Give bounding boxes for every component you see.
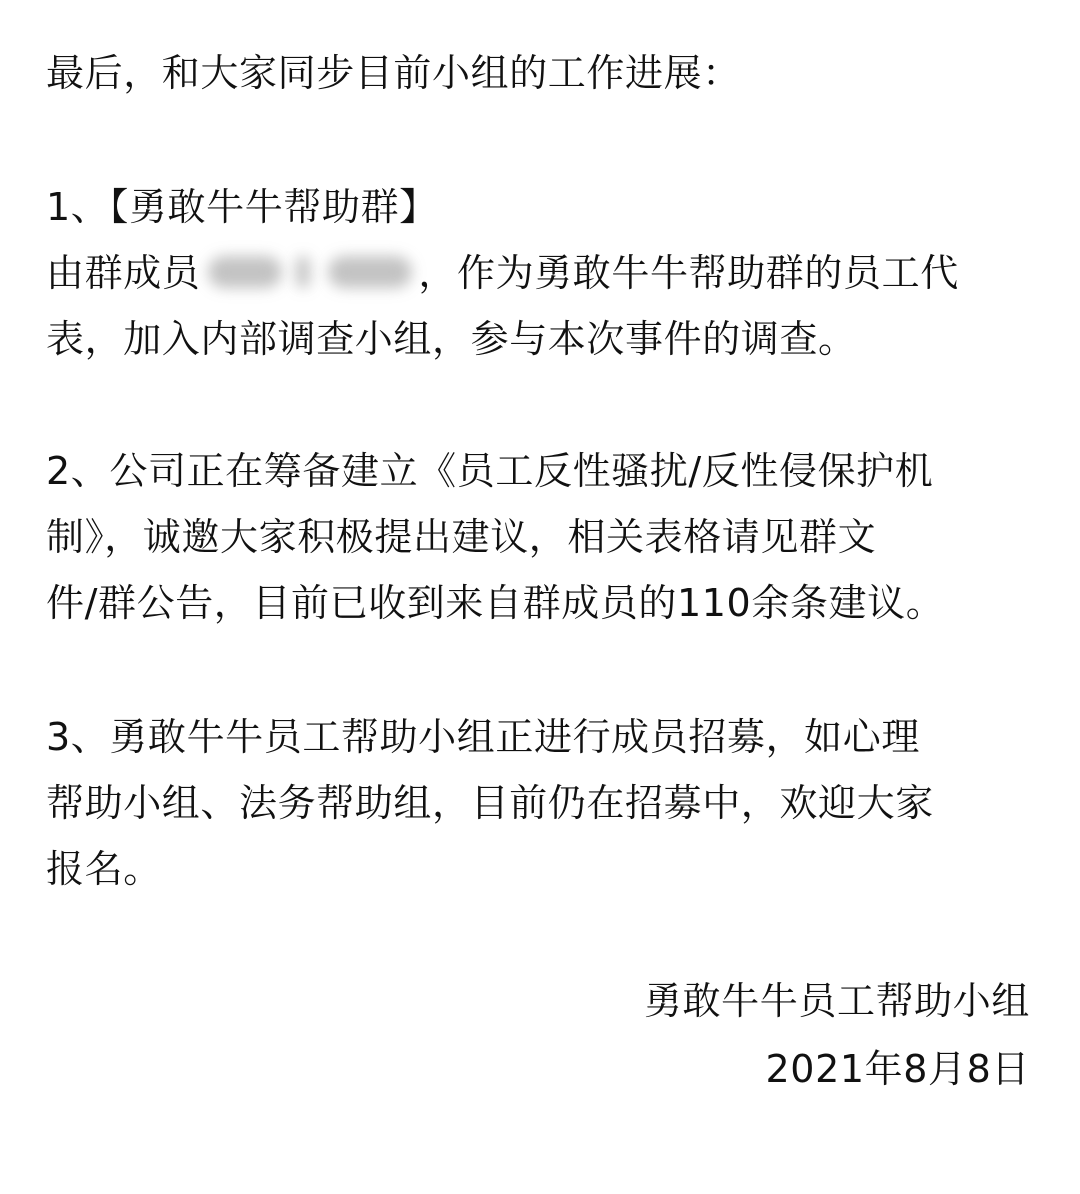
item1-heading: 1、【勇敢牛牛帮助群】 <box>46 185 438 229</box>
item3-line3: 报名。 <box>46 847 162 891</box>
redacted-names-blur <box>202 252 416 292</box>
intro-text: 最后，和大家同步目前小组的工作进展： <box>46 51 741 95</box>
item1-line1-prefix: 由群成员 <box>46 251 201 295</box>
item2-line1: 2、公司正在筹备建立《员工反性骚扰/反性侵保护机 <box>46 449 934 493</box>
item1-line1-suffix: ，作为勇敢牛牛帮助群的员工代 <box>418 251 959 295</box>
item2-line3: 件/群公告，目前已收到来自群成员的110余条建议。 <box>46 581 945 625</box>
signature-date: 2021年8月8日 <box>765 1047 1030 1091</box>
item1-line2: 表，加入内部调查小组，参与本次事件的调查。 <box>46 317 857 361</box>
item3-line1: 3、勇敢牛牛员工帮助小组正进行成员招募，如心理 <box>46 715 920 759</box>
item1-line1 <box>46 240 959 306</box>
item3-line2: 帮助小组、法务帮助组，目前仍在招募中，欢迎大家 <box>46 781 934 825</box>
signature-org: 勇敢牛牛员工帮助小组 <box>643 979 1030 1023</box>
item2-line2: 制》，诚邀大家积极提出建议，相关表格请见群文 <box>46 515 877 559</box>
